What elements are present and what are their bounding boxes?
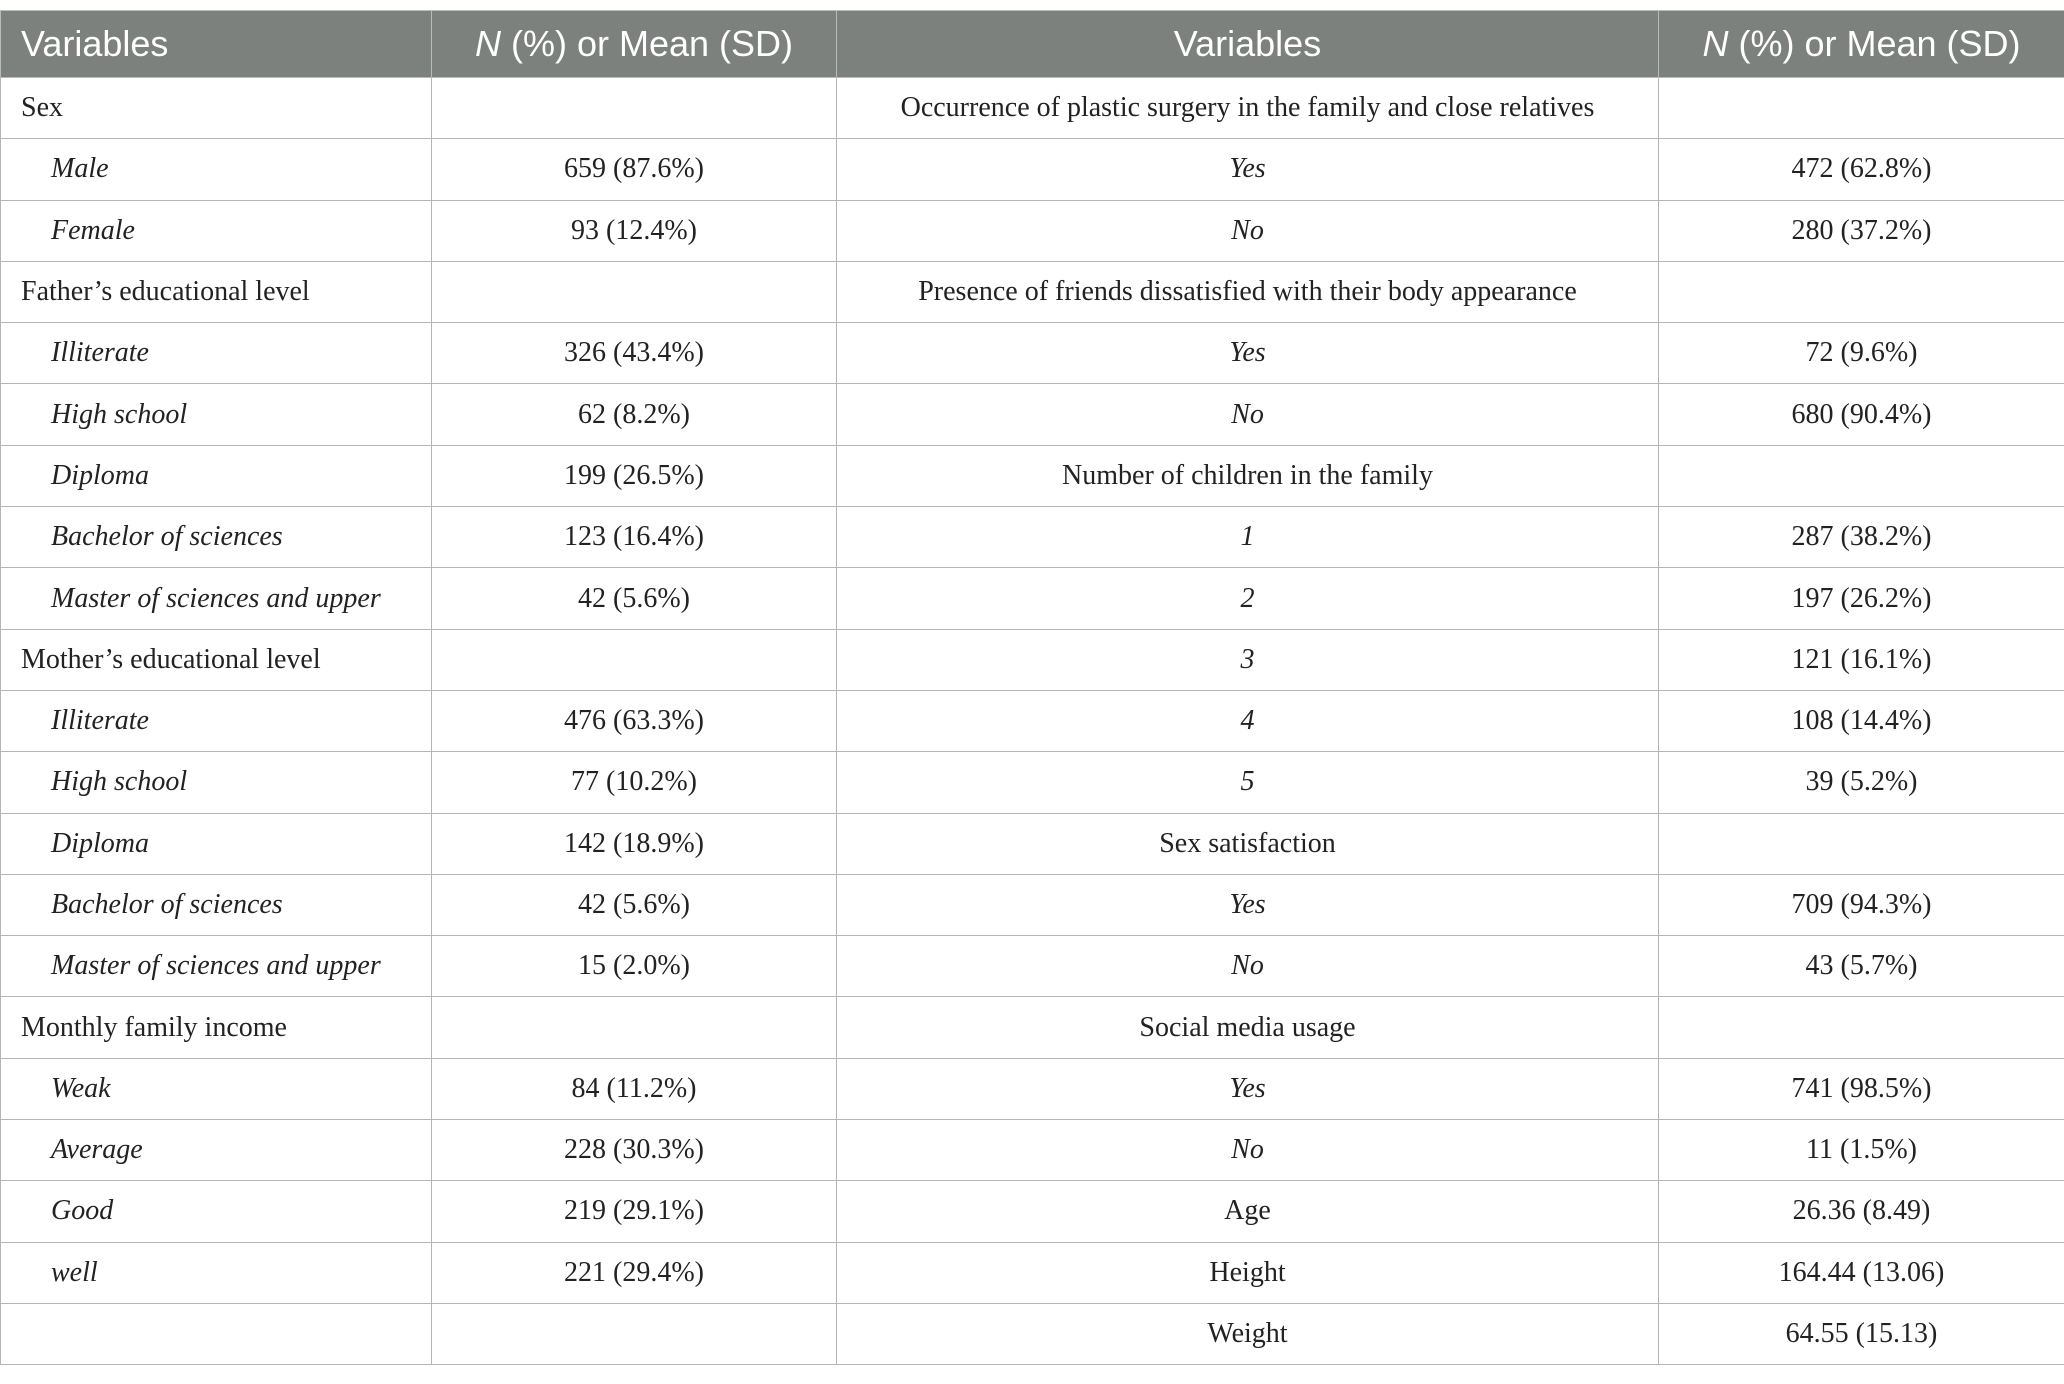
row-value-left: 219 (29.1%) xyxy=(432,1181,837,1242)
row-label-left: Master of sciences and upper xyxy=(1,936,432,997)
row-value-right xyxy=(1659,261,2064,322)
row-label-right: No xyxy=(837,936,1659,997)
row-label-left: Mother’s educational level xyxy=(1,629,432,690)
row-value-left: 142 (18.9%) xyxy=(432,813,837,874)
row-value-right: 11 (1.5%) xyxy=(1659,1120,2064,1181)
row-label-right: 1 xyxy=(837,507,1659,568)
row-label-left: Average xyxy=(1,1120,432,1181)
table-row xyxy=(1,1242,2064,1303)
row-value-right xyxy=(1659,445,2064,506)
row-label-left: Male xyxy=(1,139,432,200)
row-label-left: Bachelor of sciences xyxy=(1,507,432,568)
row-label-left: well xyxy=(1,1242,432,1303)
row-value-right: 108 (14.4%) xyxy=(1659,690,2064,751)
row-value-right: 64.55 (15.13) xyxy=(1659,1303,2064,1364)
table-row xyxy=(1,1058,2064,1119)
row-value-right: 39 (5.2%) xyxy=(1659,752,2064,813)
row-label-left: Sex xyxy=(1,78,432,139)
row-value-right xyxy=(1659,78,2064,139)
table-row xyxy=(1,1120,2064,1181)
row-value-left: 659 (87.6%) xyxy=(432,139,837,200)
row-label-left: High school xyxy=(1,384,432,445)
characteristics-table xyxy=(0,10,2064,1365)
row-value-left: 123 (16.4%) xyxy=(432,507,837,568)
row-label-right: 2 xyxy=(837,568,1659,629)
table-row xyxy=(1,261,2064,322)
table-row xyxy=(1,507,2064,568)
row-value-left xyxy=(432,1303,837,1364)
table-row xyxy=(1,445,2064,506)
row-value-right: 709 (94.3%) xyxy=(1659,874,2064,935)
row-value-left: 15 (2.0%) xyxy=(432,936,837,997)
row-label-right: Yes xyxy=(837,874,1659,935)
header-n-mean-right xyxy=(1659,11,2064,78)
table-row xyxy=(1,690,2064,751)
table-row xyxy=(1,384,2064,445)
row-label-right: Number of children in the family xyxy=(837,445,1659,506)
row-label-left: Master of sciences and upper xyxy=(1,568,432,629)
row-label-left: Diploma xyxy=(1,813,432,874)
row-label-left: Illiterate xyxy=(1,323,432,384)
row-value-right: 287 (38.2%) xyxy=(1659,507,2064,568)
table-row xyxy=(1,629,2064,690)
row-label-right: No xyxy=(837,1120,1659,1181)
row-value-left: 476 (63.3%) xyxy=(432,690,837,751)
row-value-left: 228 (30.3%) xyxy=(432,1120,837,1181)
row-value-left: 84 (11.2%) xyxy=(432,1058,837,1119)
table-row xyxy=(1,139,2064,200)
row-value-right: 280 (37.2%) xyxy=(1659,200,2064,261)
table-row xyxy=(1,78,2064,139)
header-variables-left: Variables xyxy=(1,11,432,78)
row-label-right: Presence of friends dissatisfied with their body appearance xyxy=(837,261,1659,322)
row-label-left xyxy=(1,1303,432,1364)
row-value-left xyxy=(432,997,837,1058)
header-variables-right: Variables xyxy=(837,11,1659,78)
row-value-left xyxy=(432,78,837,139)
table-header-row xyxy=(1,11,2064,78)
row-label-right: No xyxy=(837,384,1659,445)
row-value-right: 680 (90.4%) xyxy=(1659,384,2064,445)
table-row xyxy=(1,1303,2064,1364)
row-label-right: 3 xyxy=(837,629,1659,690)
row-value-left: 62 (8.2%) xyxy=(432,384,837,445)
table-row xyxy=(1,200,2064,261)
row-value-left: 93 (12.4%) xyxy=(432,200,837,261)
table-row xyxy=(1,813,2064,874)
row-value-left: 221 (29.4%) xyxy=(432,1242,837,1303)
table-row xyxy=(1,752,2064,813)
row-value-right: 741 (98.5%) xyxy=(1659,1058,2064,1119)
header-n-italic-left: N xyxy=(474,23,501,64)
row-value-right: 164.44 (13.06) xyxy=(1659,1242,2064,1303)
row-label-left: Diploma xyxy=(1,445,432,506)
row-value-right: 26.36 (8.49) xyxy=(1659,1181,2064,1242)
table-row xyxy=(1,874,2064,935)
row-value-right: 72 (9.6%) xyxy=(1659,323,2064,384)
row-label-right: 4 xyxy=(837,690,1659,751)
row-label-left: Good xyxy=(1,1181,432,1242)
characteristics-table-container xyxy=(0,10,2064,1365)
row-value-right xyxy=(1659,997,2064,1058)
table-row xyxy=(1,997,2064,1058)
header-n-rest-right: (%) or Mean (SD) xyxy=(1728,23,2021,64)
row-value-right: 197 (26.2%) xyxy=(1659,568,2064,629)
row-value-right: 43 (5.7%) xyxy=(1659,936,2064,997)
row-value-left: 77 (10.2%) xyxy=(432,752,837,813)
row-label-right: Yes xyxy=(837,1058,1659,1119)
row-label-right: No xyxy=(837,200,1659,261)
row-value-right xyxy=(1659,813,2064,874)
row-label-left: Bachelor of sciences xyxy=(1,874,432,935)
row-label-right: 5 xyxy=(837,752,1659,813)
row-value-left: 326 (43.4%) xyxy=(432,323,837,384)
row-label-right: Weight xyxy=(837,1303,1659,1364)
row-label-right: Yes xyxy=(837,139,1659,200)
row-label-left: High school xyxy=(1,752,432,813)
row-value-right: 472 (62.8%) xyxy=(1659,139,2064,200)
row-label-left: Weak xyxy=(1,1058,432,1119)
table-row xyxy=(1,936,2064,997)
row-label-right: Sex satisfaction xyxy=(837,813,1659,874)
row-value-left: 199 (26.5%) xyxy=(432,445,837,506)
row-label-right: Yes xyxy=(837,323,1659,384)
row-label-left: Monthly family income xyxy=(1,997,432,1058)
header-n-mean-left xyxy=(432,11,837,78)
row-value-left: 42 (5.6%) xyxy=(432,874,837,935)
table-row xyxy=(1,568,2064,629)
row-label-right: Occurrence of plastic surgery in the family and close relatives xyxy=(837,78,1659,139)
row-label-right: Social media usage xyxy=(837,997,1659,1058)
header-n-rest-left: (%) or Mean (SD) xyxy=(500,23,794,64)
row-label-left: Father’s educational level xyxy=(1,261,432,322)
row-value-left: 42 (5.6%) xyxy=(432,568,837,629)
table-row xyxy=(1,1181,2064,1242)
row-label-left: Illiterate xyxy=(1,690,432,751)
row-label-left: Female xyxy=(1,200,432,261)
row-label-right: Height xyxy=(837,1242,1659,1303)
row-label-right: Age xyxy=(837,1181,1659,1242)
table-row xyxy=(1,323,2064,384)
row-value-right: 121 (16.1%) xyxy=(1659,629,2064,690)
header-n-italic-right: N xyxy=(1702,23,1729,64)
row-value-left xyxy=(432,629,837,690)
row-value-left xyxy=(432,261,837,322)
